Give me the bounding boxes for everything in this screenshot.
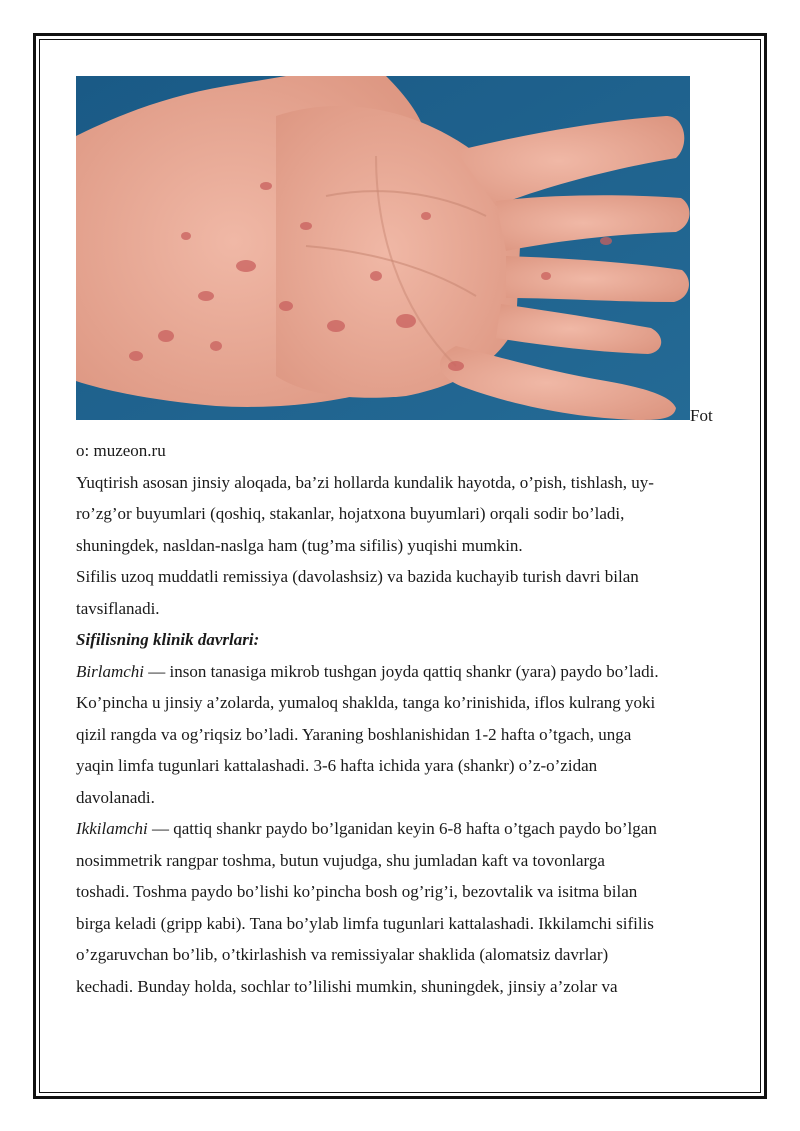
- photo-caption-end: o: muzeon.ru: [76, 441, 166, 460]
- photo-caption-start: Fot: [690, 406, 713, 425]
- paragraph-line: kechadi. Bunday holda, sochlar to’lilishi mumkin, shuningdek, jinsiy a’zolar va: [76, 976, 618, 996]
- paragraph-line: davolanadi.: [76, 787, 155, 807]
- paragraph-line: Ko’pincha u jinsiy a’zolarda, yumaloq shaklda, tanga ko’rinishida, iflos kulrang yoki: [76, 693, 656, 712]
- paragraph-line: tavsiflanadi.: [76, 598, 160, 618]
- paragraph-line: ro’zg’or buyumlari (qoshiq, stakanlar, hojatxona buyumlari) orqali sodir bo’ladi,: [76, 504, 625, 523]
- paragraph-line: nosimmetrik rangpar toshma, butun vujudga, shu jumladan kaft va tovonlarga: [76, 850, 605, 870]
- paragraph-line: Yuqtirish asosan jinsiy aloqada, ba’zi hollarda kundalik hayotda, o’pish, tishlash, uy-: [76, 472, 654, 492]
- paragraph-line: o’zgaruvchan bo’lib, o’tkirlashish va remissiyalar shaklida (alomatsiz davrlar): [76, 945, 609, 964]
- paragraph-line: shuningdek, nasldan-naslga ham (tug’ma sifilis) yuqishi mumkin.: [76, 535, 523, 555]
- section-heading: Sifilisning klinik davrlari:: [76, 630, 260, 649]
- secondary-first-line: [76, 813, 726, 845]
- palm-rash-photo: [76, 76, 690, 420]
- secondary-term: Ikkilamchi: [76, 819, 148, 838]
- paragraph-line: yaqin limfa tugunlari kattalashadi. 3-6 hafta ichida yara (shankr) o’z-o’zidan: [76, 756, 598, 775]
- paragraph-line: birga keladi (gripp kabi). Tana bo’ylab limfa tugunlari kattalashadi. Ikkilamchi sifilis: [76, 913, 654, 933]
- paragraph-line: Sifilis uzoq muddatli remissiya (davolashsiz) va bazida kuchayib turish davri bilan: [76, 567, 639, 586]
- article-body: [76, 435, 726, 1002]
- primary-first-line-rest: — inson tanasiga mikrob tushgan joyda qattiq shankr (yara) paydo bo’ladi.: [144, 661, 659, 681]
- paragraph-line: qizil rangda va og’riqsiz bo’ladi. Yaraning boshlanishidan 1-2 hafta o’tgach, unga: [76, 724, 632, 744]
- secondary-first-line-rest: — qattiq shankr paydo bo’lganidan keyin 6-8 hafta o’tgach paydo bo’lgan: [147, 819, 657, 838]
- primary-term: Birlamchi: [76, 661, 144, 681]
- paragraph-line: toshadi. Toshma paydo bo’lishi ko’pincha bosh og’rig’i, bezovtalik va isitma bilan: [76, 882, 638, 901]
- primary-first-line: [76, 656, 726, 688]
